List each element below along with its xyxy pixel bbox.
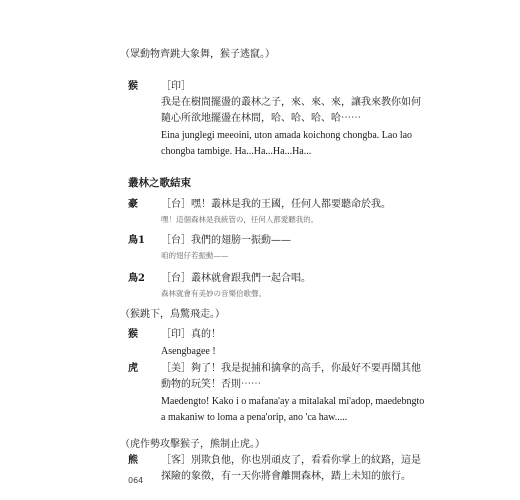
- dialogue-line: ［台］嘿！叢林是我的王國，任何人都要聽命於我。: [161, 199, 391, 210]
- speaker-bird-1: 鳥1: [128, 235, 145, 246]
- dialogue-line: Maedengto! Kako i o mafana'ay a mitalakal mi'adop, maedebngto: [161, 396, 425, 407]
- dialogue-subtitle: 嘿！這個森林是我統管の，任何人都愛聽我的。: [161, 215, 319, 224]
- section-title: 叢林之歌結束: [128, 177, 191, 189]
- page-number: 064: [128, 476, 144, 485]
- dialogue-subtitle: 咱的翅仔若振動——: [161, 251, 229, 260]
- dialogue-subtitle: 森林就會有美妙の音樂佮歌聲。: [161, 289, 266, 298]
- dialogue-line: 動物的玩笑！否則⋯⋯: [161, 379, 261, 390]
- stage-direction: （虎作勢攻擊猴子，熊制止虎。）: [120, 439, 265, 450]
- dialogue-line: ［台］叢林就會跟我們一起合唱。: [161, 273, 311, 284]
- speaker-porcupine: 豪: [128, 199, 138, 210]
- speaker-bird-2: 鳥2: [128, 273, 145, 284]
- dialogue-line: ［台］我們的翅膀一振動——: [161, 235, 291, 246]
- speaker-bear: 熊: [128, 455, 138, 466]
- dialogue-line: 隨心所欲地擺盪在林間，哈、哈、哈、哈⋯⋯: [161, 113, 361, 124]
- stage-direction: （猴跳下，鳥驚飛走。）: [120, 309, 225, 320]
- dialogue-line: ［美］夠了！我是捉捕和擒拿的高手，你最好不要再鬧其他: [161, 363, 421, 374]
- stage-direction: （眾動物齊跳大象舞，猴子逃竄。）: [120, 49, 275, 60]
- speaker-tiger: 虎: [128, 363, 138, 374]
- dialogue-line: chongba tambige. Ha...Ha...Ha...Ha...: [161, 146, 312, 157]
- speaker-monkey: 猴: [128, 81, 138, 92]
- dialogue-line: Asengbagee !: [161, 346, 216, 357]
- dialogue-line: Eina junglegi meeoini, uton amada koichong chongba. Lao lao: [161, 130, 413, 141]
- dialogue-line: ［印］: [161, 81, 191, 92]
- dialogue-line: a makaniw to loma a pena'orip, ano 'ca haw.....: [161, 412, 348, 423]
- dialogue-line: 探險的象徵，有一天你將會離開森林，踏上未知的旅行。: [161, 471, 411, 482]
- dialogue-line: ［客］別欺負他，你也別頑皮了，看看你掌上的紋路，這是: [161, 455, 421, 466]
- speaker-monkey: 猴: [128, 329, 138, 340]
- dialogue-line: 我是在樹間擺盪的叢林之子，來、來、來，讓我來教你如何: [161, 97, 421, 108]
- dialogue-line: ［印］真的！: [161, 329, 221, 340]
